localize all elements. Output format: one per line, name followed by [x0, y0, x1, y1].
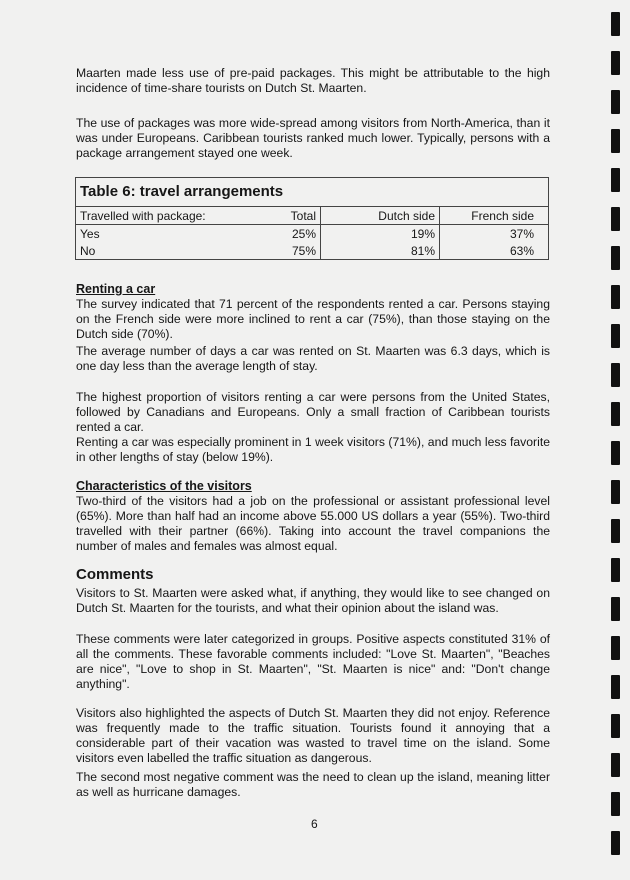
binding-hole [611, 831, 620, 855]
binding-hole [611, 675, 620, 699]
paragraph: Visitors to St. Maarten were asked what, if anything, they would like to see changed on Dutch St. Maarten for the tourists, and what their opinion about the island was. [76, 586, 550, 615]
binding-hole [611, 285, 620, 309]
paragraph: The use of packages was more wide-spread among visitors from North-America, than it was under Europeans. Caribbean tourists ranked much lower. Typically, persons with a package arrangement stayed one week. [76, 116, 550, 160]
paragraph: Maarten made less use of pre-paid packages. This might be attributable to the high incidence of time-share tourists on Dutch St. Maarten. [76, 66, 550, 95]
section-heading-characteristics: Characteristics of the visitors [76, 479, 252, 493]
binding-hole [611, 480, 620, 504]
paragraph: These comments were later categorized in groups. Positive aspects constituted 31% of all the comments. These favorable comments included: "Love St. Maarten", "Beaches are nice", "Love to shop in St. Maarten", "St. Maarten is nice" and: "Don't change anything". [76, 632, 550, 691]
binding-hole [611, 324, 620, 348]
binding-hole [611, 363, 620, 387]
table-cell: 37% [509, 226, 534, 241]
binding-holes [611, 0, 623, 880]
binding-hole [611, 51, 620, 75]
page-number: 6 [311, 817, 318, 831]
binding-hole [611, 441, 620, 465]
paragraph: Renting a car was especially prominent in 1 week visitors (71%), and much less favorite in other lengths of stay (below 19%). [76, 435, 550, 464]
binding-hole [611, 597, 620, 621]
paragraph: Two-third of the visitors had a job on the professional or assistant professional level (65%). More than half had an income above 55.000 US dollars a year (55%). Two-third travelled with their partner (66%). Taking into account the travel companions the number of males and females was almost equal. [76, 494, 550, 553]
table-cell: 81% [321, 242, 440, 259]
binding-hole [611, 753, 620, 777]
binding-hole [611, 129, 620, 153]
travel-arrangements-table [75, 177, 549, 260]
header-cell: Travelled with package: [76, 207, 244, 225]
table-title: Table 6: travel arrangements [76, 178, 548, 207]
table-cell: No [80, 243, 96, 258]
binding-hole [611, 519, 620, 543]
table-cell: 25% [244, 225, 321, 243]
binding-hole [611, 558, 620, 582]
table-cell: Yes [80, 226, 100, 241]
binding-hole [611, 714, 620, 738]
paragraph: The survey indicated that 71 percent of the respondents rented a car. Persons staying on the French side were more inclined to rent a car (75%), than those staying on the Dutch side (70%). [76, 297, 550, 341]
binding-hole [611, 636, 620, 660]
binding-hole [611, 792, 620, 816]
header-cell: Dutch side [321, 207, 440, 225]
binding-hole [611, 246, 620, 270]
paragraph: Visitors also highlighted the aspects of Dutch St. Maarten they did not enjoy. Reference was frequently made to the traffic situation. Tourists found it annoying that a considerable part of their vacation was wasted to travel time on the island. Some visitors even labelled the traffic situation as dangerous. [76, 706, 550, 765]
table-header-row [76, 207, 548, 225]
table-cell: 75% [244, 242, 321, 259]
header-cell: Total [244, 207, 321, 225]
binding-hole [611, 168, 620, 192]
paragraph: The average number of days a car was rented on St. Maarten was 6.3 days, which is one day less than the average length of stay. [76, 344, 550, 373]
binding-hole [611, 402, 620, 426]
table-row [76, 242, 548, 259]
paragraph: The highest proportion of visitors renting a car were persons from the United States, followed by Canadians and Europeans. Only a small fraction of Caribbean tourists rented a car. [76, 390, 550, 434]
table-cell: 63% [509, 243, 534, 258]
table-row [76, 225, 548, 243]
paragraph: The second most negative comment was the need to clean up the island, meaning litter as well as hurricane damages. [76, 770, 550, 799]
binding-hole [611, 207, 620, 231]
section-heading-comments: Comments [76, 566, 154, 583]
text-column [76, 0, 550, 800]
table-cell: 19% [321, 225, 440, 243]
section-heading-renting-a-car: Renting a car [76, 282, 156, 296]
binding-hole [611, 90, 620, 114]
header-cell: French side [440, 207, 549, 225]
binding-hole [611, 12, 620, 36]
